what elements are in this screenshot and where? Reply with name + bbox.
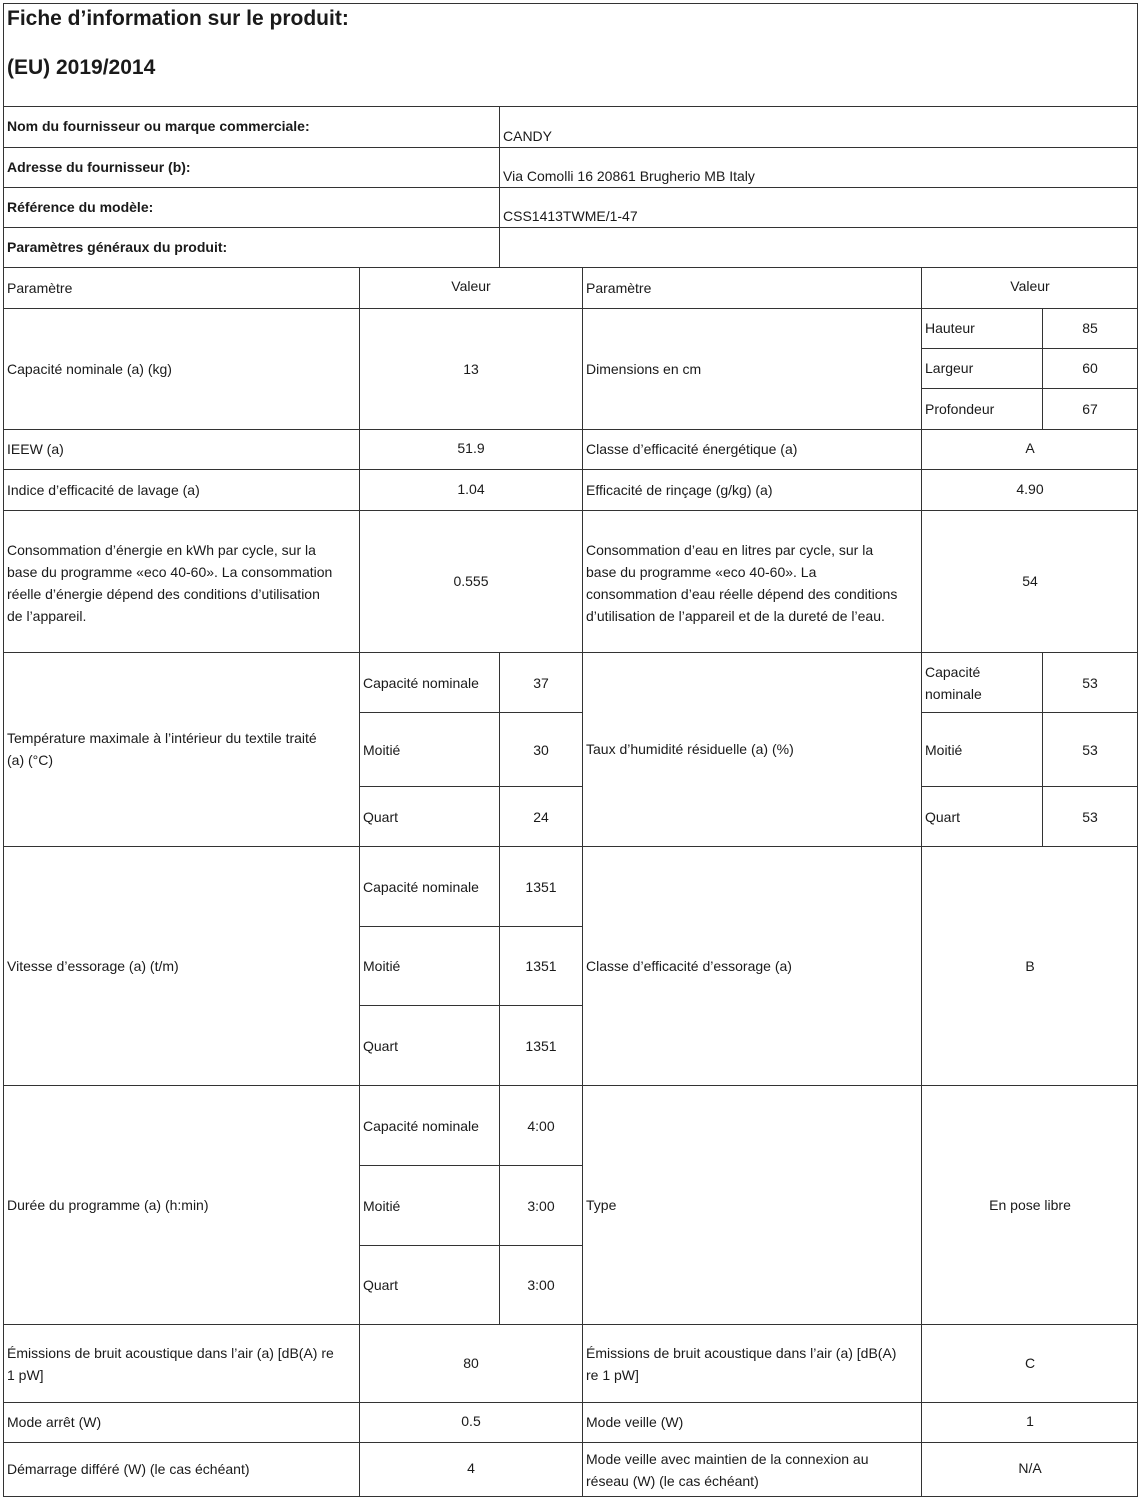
humidity-sub-value: 53: [1082, 808, 1098, 825]
spin-sub-value: 1351: [525, 878, 557, 895]
humidity-sub-value: 53: [1082, 741, 1098, 758]
label-line: consommation d’eau réelle dépend des conditions: [586, 586, 898, 602]
capacity-value: 13: [463, 360, 479, 377]
label-line: re 1 pW]: [586, 1367, 639, 1383]
supplier-name-value: CANDY: [503, 128, 553, 144]
depth-value: 67: [1082, 400, 1098, 417]
networked-standby-value: N/A: [1018, 1460, 1042, 1476]
label-line: Émissions de bruit acoustique dans l’air (a) [dB(A): [586, 1345, 897, 1361]
label-line: réelle d’énergie dépend des conditions d’utilisation: [7, 586, 320, 602]
label-line: de l’appareil.: [7, 608, 87, 624]
duration-sub-value: 3:00: [527, 1277, 555, 1293]
spin-sub-value: 1351: [525, 1037, 557, 1054]
label-line: réseau (W) (le cas échéant): [586, 1473, 759, 1489]
networked-standby-label: [586, 1448, 920, 1492]
model-reference-value: CSS1413TWME/1-47: [503, 208, 638, 224]
label-line: Consommation d’eau en litres par cycle, sur la: [586, 542, 874, 558]
temperature-sub-value: 24: [533, 808, 549, 825]
energy-class-value: A: [1025, 440, 1035, 456]
duration-sub-value: 4:00: [527, 1117, 555, 1134]
spin-sub-label: Moitié: [363, 958, 401, 974]
humidity-sub-value: 53: [1082, 674, 1098, 691]
height-label: Hauteur: [925, 320, 975, 336]
rinse-efficiency-value: 4.90: [1016, 481, 1044, 497]
regulation-reference: (EU) 2019/2014: [7, 56, 156, 79]
temperature-sub-value: 30: [533, 741, 549, 758]
duration-sub-label: Quart: [363, 1277, 399, 1293]
humidity-sub-label: [925, 661, 1040, 705]
spin-sub-label: Capacité nominale: [363, 878, 479, 895]
standby-value: 1: [1026, 1413, 1034, 1429]
label-line: Capacité: [925, 664, 981, 680]
water-consumption-label: [586, 539, 920, 627]
wash-index-value: 1.04: [457, 481, 485, 497]
off-mode-value: 0.5: [461, 1413, 481, 1429]
type-value: En pose libre: [989, 1196, 1071, 1213]
noise-class-label: [586, 1342, 920, 1386]
energy-consumption-label: [7, 539, 357, 627]
column-header-parameter: Paramètre: [586, 280, 652, 296]
delay-start-label: Démarrage différé (W) (le cas échéant): [7, 1461, 250, 1477]
duration-sub-label: Moitié: [363, 1197, 401, 1214]
spin-speed-label: Vitesse d’essorage (a) (t/m): [7, 957, 179, 974]
ieew-label: IEEW (a): [7, 441, 64, 457]
duration-sub-label: Capacité nominale: [363, 1117, 479, 1134]
humidity-sub-label: Quart: [925, 808, 961, 825]
rinse-efficiency-label: Efficacité de rinçage (g/kg) (a): [586, 482, 773, 498]
label-line: (a) (°C): [7, 752, 54, 768]
sheet-title: Fiche d’information sur le produit:: [7, 7, 349, 30]
water-consumption-value: 54: [1022, 573, 1038, 589]
depth-label: Profondeur: [925, 400, 995, 417]
max-temperature-label: [7, 727, 357, 771]
energy-consumption-value: 0.555: [453, 573, 489, 589]
ieew-value: 51.9: [457, 440, 485, 456]
wash-index-label: Indice d’efficacité de lavage (a): [7, 482, 200, 498]
label-line: Mode veille avec maintien de la connexion au: [586, 1451, 869, 1467]
spin-class-value: B: [1025, 957, 1035, 974]
label-line: base du programme «eco 40-60». La: [586, 564, 817, 580]
label-line: nominale: [925, 686, 982, 702]
spin-sub-label: Quart: [363, 1037, 399, 1054]
off-mode-label: Mode arrêt (W): [7, 1414, 102, 1430]
dimensions-label: Dimensions en cm: [586, 360, 702, 377]
noise-emission-label: [7, 1342, 357, 1386]
column-header-parameter: Paramètre: [7, 280, 73, 296]
label-line: Émissions de bruit acoustique dans l’air (a) [dB(A) re: [7, 1345, 334, 1361]
width-label: Largeur: [925, 360, 974, 376]
program-duration-label: Durée du programme (a) (h:min): [7, 1196, 209, 1213]
height-value: 85: [1082, 320, 1098, 336]
temperature-sub-label: Moitié: [363, 741, 401, 758]
standby-label: Mode veille (W): [586, 1414, 684, 1430]
supplier-address-label: Adresse du fournisseur (b):: [7, 159, 191, 175]
column-header-value: Valeur: [1010, 278, 1050, 294]
type-label: Type: [586, 1196, 617, 1213]
column-header-value: Valeur: [451, 278, 491, 294]
label-line: d’utilisation de l’appareil et de la dureté de l’eau.: [586, 608, 885, 624]
noise-class-value: C: [1024, 1355, 1036, 1371]
noise-emission-value: 80: [463, 1355, 479, 1371]
general-parameters-label: Paramètres généraux du produit:: [7, 239, 228, 255]
humidity-sub-label: Moitié: [925, 741, 963, 758]
width-value: 60: [1082, 360, 1098, 376]
temperature-sub-label: Quart: [363, 808, 399, 825]
residual-humidity-label: Taux d’humidité résiduelle (a) (%): [586, 741, 794, 757]
energy-class-label: Classe d’efficacité énergétique (a): [586, 441, 798, 457]
label-line: Température maximale à l’intérieur du textile traité: [7, 730, 317, 746]
label-line: 1 pW]: [7, 1367, 44, 1383]
duration-sub-value: 3:00: [527, 1197, 555, 1214]
spin-sub-value: 1351: [525, 958, 557, 974]
temperature-sub-label: Capacité nominale: [363, 674, 479, 691]
label-line: Consommation d’énergie en kWh par cycle, sur la: [7, 542, 316, 558]
model-reference-label: Référence du modèle:: [7, 199, 154, 215]
supplier-name-label: Nom du fournisseur ou marque commerciale:: [7, 118, 310, 134]
capacity-label: Capacité nominale (a) (kg): [7, 360, 172, 377]
temperature-sub-value: 37: [533, 674, 549, 691]
delay-start-value: 4: [467, 1460, 475, 1476]
supplier-address-value: Via Comolli 16 20861 Brugherio MB Italy: [503, 168, 755, 184]
label-line: base du programme «eco 40-60». La consommation: [7, 564, 333, 580]
spin-class-label: Classe d’efficacité d’essorage (a): [586, 957, 792, 974]
